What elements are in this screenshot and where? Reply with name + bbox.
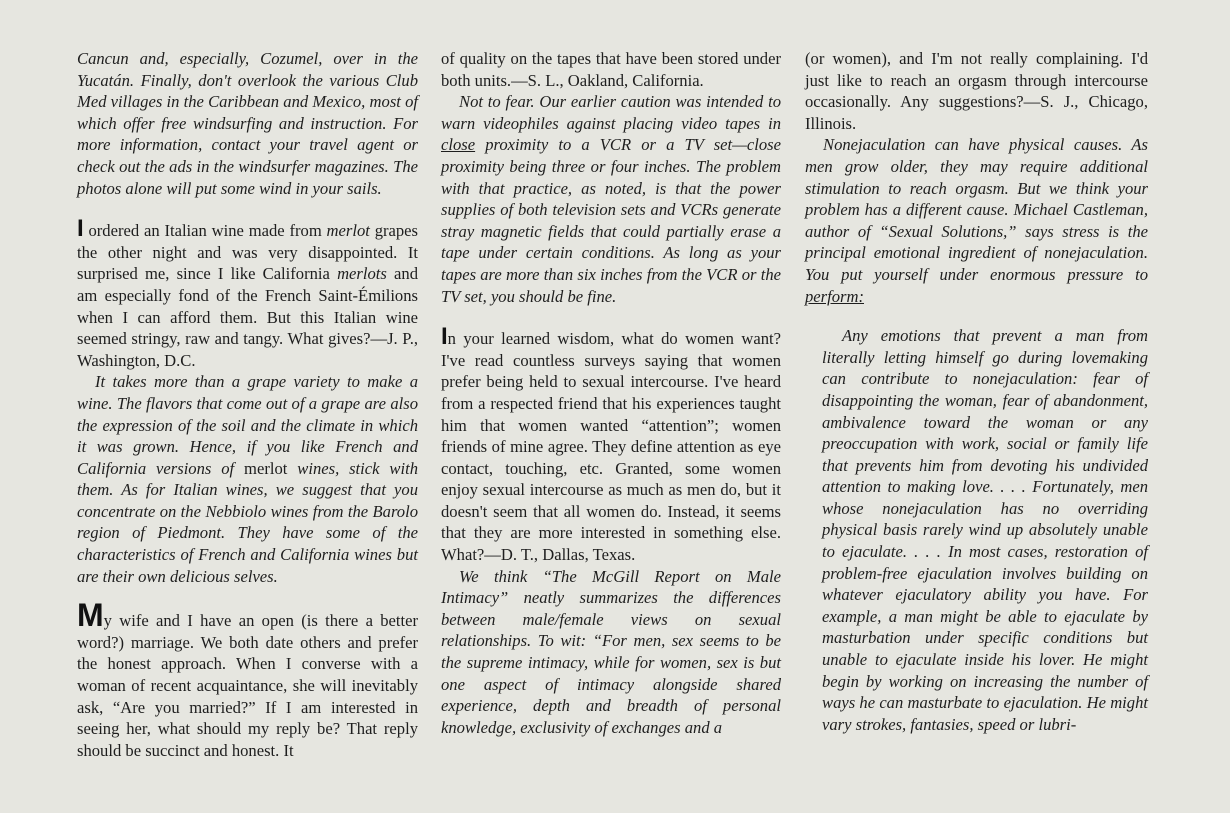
letter-what-women-want: In your learned wisdom, what do women want? I've read countless surveys saying that women prefer being held to sexual intercourse. I've heard from a respected friend that his experiences taught him that women wanted “attention”; women friends of mine agree. They define attention as eye contact, touching, etc. Granted, some women enjoy sexual intercourse as much as men do, but it doesn't seem that all women do. Instead, it seems that they are more interested in something else. What?—D. T., Dallas, Texas.	[441, 323, 781, 565]
drop-cap: M	[77, 597, 104, 634]
answer-video-tapes: Not to fear. Our earlier caution was intended to warn videophiles against placing video tapes in close proximity to a VCR or a TV set—close proximity being three or four inches. The problem with that practice, as noted, is that the power supplies of both television sets and VCRs generate stray magnetic fields that could partially erase a tape under certain conditions. As long as your tapes are more than six inches from the VCR or the TV set, you should be fine.	[441, 92, 781, 306]
column-3	[805, 48, 1148, 735]
answer-wine: It takes more than a grape variety to make a wine. The flavors that come out of a grape are also the expression of the soil and the climate in which it was grown. Hence, if you like French and California versions of merlot wines, stick with them. As for Italian wines, we suggest that you concentrate on the Nebbiolo wines from the Barolo region of Piedmont. They have some of the characteristics of French and California wines but are their own delicious selves.	[77, 372, 418, 586]
column-2	[441, 48, 781, 738]
letter-video-end: of quality on the tapes that have been stored under both units.—S. L., Oakland, California.	[441, 49, 781, 90]
drop-cap: I	[77, 215, 84, 243]
answer-intimacy: We think “The McGill Report on Male Intimacy” neatly summarizes the differences between male/female views on sexual relationships. To wit: “For men, sex seems to be the supreme intimacy, while for women, sex is but one aspect of intimacy alongside shared experience, depth and breadth of personal knowledge, exclusivity of exchanges and a	[441, 566, 781, 737]
drop-cap: I	[441, 323, 448, 351]
letter-wine: I ordered an Italian wine made from merlot grapes the other night and was very disappointed. It surprised me, since I like California merlots and am especially fond of the French Saint-Émilions when I can afford them. But this Italian wine seemed stringy, raw and tangy. What gives?—J. P., Washington, D.C.	[77, 215, 418, 370]
column-1	[77, 48, 418, 761]
block-quote: Any emotions that prevent a man from literally letting himself go during lovemaking can contribute to nonejaculation: fear of disappointing the woman, fear of abandonment, ambivalence toward the woman or any preoccupation with work, social or family life that prevents him from devoting his undivided attention to making love. . . . Fortunately, men whose nonejaculation has no overriding physical basis rarely wind up absolutely unable to ejaculate. . . . In most cases, restoration of problem-free ejaculation involves building on whatever ejaculatory ability you have. For example, a man might be able to ejaculate by masturbation under specific conditions but unable to ejaculate inside his lover. He might begin by working on increasing the number of ways he can masturbate to ejaculation. He might vary strokes, fantasies, speed or lubri-	[822, 326, 1148, 734]
letter-nonejaculation-end: (or women), and I'm not really complaining. I'd just like to reach an orgasm through intercourse occasionally. Any suggestions?—S. J., Chicago, Illinois.	[805, 49, 1148, 133]
letter-open-marriage: My wife and I have an open (is there a better word?) marriage. We both date others and prefer the honest approach. When I converse with a woman of recent acquaintance, she will inevitably ask, “Are you married?” If I am interested in seeing her, what should my reply be? That reply should be succinct and honest. It	[77, 597, 418, 760]
answer-nonejaculation: Nonejaculation can have physical causes. As men grow older, they may require additional stimulation to reach orgasm. But we think your problem has a different cause. Michael Castleman, author of “Sexual Solutions,” says stress is the principal emotional ingredient of nonejaculation. You put yourself under enormous pressure to perform:	[805, 135, 1148, 306]
answer-windsurfing-end: Cancun and, especially, Cozumel, over in the Yucatán. Finally, don't overlook the various Club Med villages in the Caribbean and Mexico, most of which offer free windsurfing and instruction. For more information, contact your travel agent or check out the ads in the windsurfer magazines. The photos alone will put some wind in your sails.	[77, 49, 418, 198]
